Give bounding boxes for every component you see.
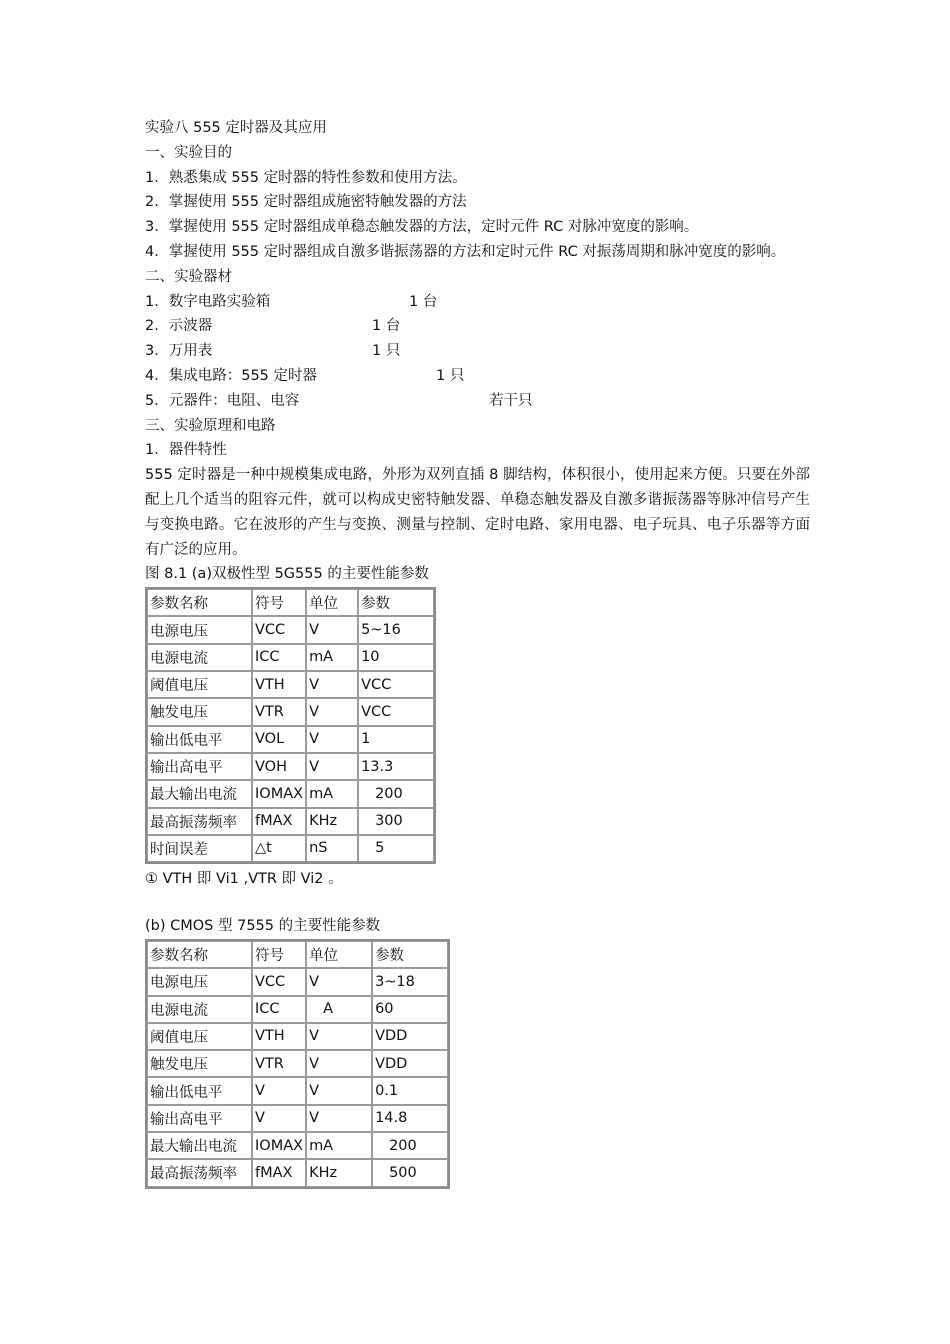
equipment-name: 4．集成电路：555 定时器 xyxy=(145,367,318,384)
table-header-cell: 单位 xyxy=(306,941,372,968)
document-page xyxy=(145,116,810,1189)
table-row xyxy=(147,753,434,780)
table-row xyxy=(147,780,434,807)
table-cell: 电源电压 xyxy=(147,968,252,995)
table-cell: 13.3 xyxy=(358,753,434,780)
table-cell: 电源电流 xyxy=(147,996,252,1023)
table-cell: 最高振荡频率 xyxy=(147,808,252,835)
table-cell: VDD xyxy=(372,1050,448,1077)
table-cell: V xyxy=(306,1050,372,1077)
table-row xyxy=(147,1159,448,1186)
equipment-qty: 1 台 xyxy=(372,318,401,335)
table-header-cell: 参数 xyxy=(372,941,448,968)
equipment-item xyxy=(145,389,810,414)
table-row xyxy=(147,698,434,725)
table-cell: KHz xyxy=(306,808,358,835)
table-cell: 5~16 xyxy=(358,616,434,643)
table-cell: IOMAX xyxy=(252,780,306,807)
table-cell: 阈值电压 xyxy=(147,671,252,698)
table-header-cell: 符号 xyxy=(252,589,306,616)
table-cell: 5 xyxy=(358,835,434,862)
equipment-name: 1．数字电路实验箱 xyxy=(145,293,271,310)
table-row xyxy=(147,1023,448,1050)
purpose-item-4: 4．掌握使用 555 定时器组成自激多谐振荡器的方法和定时元件 RC 对振荡周期和脉冲宽度的影响。 xyxy=(145,243,786,260)
table-header-row xyxy=(147,941,448,968)
equipment-item xyxy=(145,290,810,315)
body-paragraph: 555 定时器是一种中规模集成电路，外形为双列直插 8 脚结构，体积很小，使用起来方便。只要在外部配上几个适当的阻容元件，就可以构成史密特触发器、单稳态触发器及自激多谐振荡器等脉冲信号产生与变换电路。它在波形的产生与变换、测量与控制、定时电路、家用电器、电子玩具、电子乐器等方面有广泛的应用。 xyxy=(145,467,810,558)
table-cell: V xyxy=(306,616,358,643)
table-cell: mA xyxy=(306,1132,372,1159)
table-cell: 触发电压 xyxy=(147,1050,252,1077)
table-cell: 最大输出电流 xyxy=(147,780,252,807)
table-row xyxy=(147,671,434,698)
document-title: 实验八 555 定时器及其应用 xyxy=(145,120,327,136)
table-cell: 10 xyxy=(358,644,434,671)
table-cell: 300 xyxy=(358,808,434,835)
table-cell: nS xyxy=(306,835,358,862)
spec-table-b xyxy=(145,939,450,1189)
purpose-item-3: 3．掌握使用 555 定时器组成单稳态触发器的方法，定时元件 RC 对脉冲宽度的影响。 xyxy=(145,219,699,236)
table-header-cell: 单位 xyxy=(306,589,358,616)
table-cell: fMAX xyxy=(252,808,306,835)
table-cell: 电源电流 xyxy=(147,644,252,671)
table-cell: V xyxy=(252,1105,306,1132)
equipment-item xyxy=(145,364,810,389)
table-cell: V xyxy=(306,753,358,780)
table-cell: 输出高电平 xyxy=(147,1105,252,1132)
table-cell: V xyxy=(306,968,372,995)
equipment-name: 5．元器件：电阻、电容 xyxy=(145,392,300,409)
table-cell: V xyxy=(306,1105,372,1132)
spec-table-a xyxy=(145,587,436,864)
table-cell: 200 xyxy=(358,780,434,807)
table-row xyxy=(147,1132,448,1159)
table-cell: 500 xyxy=(372,1159,448,1186)
equipment-qty: 1 台 xyxy=(409,293,438,310)
table-cell: 阈值电压 xyxy=(147,1023,252,1050)
section-heading-equipment: 二、实验器材 xyxy=(145,268,232,285)
table-cell: 输出低电平 xyxy=(147,1077,252,1104)
table-cell: VTR xyxy=(252,698,306,725)
section-heading-principle: 三、实验原理和电路 xyxy=(145,417,276,434)
table-cell: ICC xyxy=(252,644,306,671)
table-cell: 0.1 xyxy=(372,1077,448,1104)
table-cell: VTH xyxy=(252,1023,306,1050)
table-cell: mA xyxy=(306,780,358,807)
equipment-qty: 1 只 xyxy=(372,343,401,360)
table-cell: V xyxy=(306,698,358,725)
table-cell: 1 xyxy=(358,726,434,753)
table-row xyxy=(147,996,448,1023)
table-cell: V xyxy=(306,671,358,698)
table-row xyxy=(147,835,434,862)
table-row xyxy=(147,1077,448,1104)
table-cell: 3~18 xyxy=(372,968,448,995)
table-cell: 最高振荡频率 xyxy=(147,1159,252,1186)
table-cell: VTH xyxy=(252,671,306,698)
table-cell: 14.8 xyxy=(372,1105,448,1132)
equipment-qty: 若干只 xyxy=(489,392,533,409)
table-cell: VCC xyxy=(358,698,434,725)
table-header-cell: 参数 xyxy=(358,589,434,616)
table-cell: 60 xyxy=(372,996,448,1023)
table-row xyxy=(147,968,448,995)
table-cell: mA xyxy=(306,644,358,671)
table-row xyxy=(147,644,434,671)
table-cell: IOMAX xyxy=(252,1132,306,1159)
table-cell: VDD xyxy=(372,1023,448,1050)
table-cell: 电源电压 xyxy=(147,616,252,643)
table-row xyxy=(147,808,434,835)
table-cell: 200 xyxy=(372,1132,448,1159)
table-header-cell: 参数名称 xyxy=(147,941,252,968)
table-cell: ICC xyxy=(252,996,306,1023)
table-cell: 时间误差 xyxy=(147,835,252,862)
equipment-name: 2．示波器 xyxy=(145,318,213,335)
table-cell: 输出高电平 xyxy=(147,753,252,780)
table-cell: A xyxy=(306,996,372,1023)
table-cell: KHz xyxy=(306,1159,372,1186)
subsection-heading: 1．器件特性 xyxy=(145,442,227,459)
table-a-caption: 图 8.1 (a)双极性型 5G555 的主要性能参数 xyxy=(145,566,429,583)
equipment-qty: 1 只 xyxy=(436,367,465,384)
table-cell: VCC xyxy=(252,616,306,643)
table-cell: V xyxy=(306,726,358,753)
table-cell: fMAX xyxy=(252,1159,306,1186)
table-header-cell: 符号 xyxy=(252,941,306,968)
footnote: ① VTH 即 Vi1 ,VTR 即 Vi2 。 xyxy=(145,871,343,888)
table-b-caption: (b) CMOS 型 7555 的主要性能参数 xyxy=(145,918,381,935)
table-cell: VCC xyxy=(252,968,306,995)
table-cell: VTR xyxy=(252,1050,306,1077)
table-header-cell: 参数名称 xyxy=(147,589,252,616)
table-row xyxy=(147,616,434,643)
equipment-item xyxy=(145,314,810,339)
section-heading-purpose: 一、实验目的 xyxy=(145,144,232,161)
table-row xyxy=(147,1050,448,1077)
table-cell: VCC xyxy=(358,671,434,698)
table-row xyxy=(147,726,434,753)
table-cell: V xyxy=(306,1077,372,1104)
equipment-name: 3．万用表 xyxy=(145,343,213,360)
equipment-item xyxy=(145,339,810,364)
table-cell: V xyxy=(306,1023,372,1050)
table-cell: V xyxy=(252,1077,306,1104)
table-cell: VOL xyxy=(252,726,306,753)
purpose-item-2: 2．掌握使用 555 定时器组成施密特触发器的方法 xyxy=(145,194,467,211)
table-cell: 输出低电平 xyxy=(147,726,252,753)
table-header-row xyxy=(147,589,434,616)
table-cell: △t xyxy=(252,835,306,862)
purpose-item-1: 1．熟悉集成 555 定时器的特性参数和使用方法。 xyxy=(145,169,467,186)
table-cell: 最大输出电流 xyxy=(147,1132,252,1159)
table-cell: 触发电压 xyxy=(147,698,252,725)
table-row xyxy=(147,1105,448,1132)
table-cell: VOH xyxy=(252,753,306,780)
spacer xyxy=(145,892,810,914)
